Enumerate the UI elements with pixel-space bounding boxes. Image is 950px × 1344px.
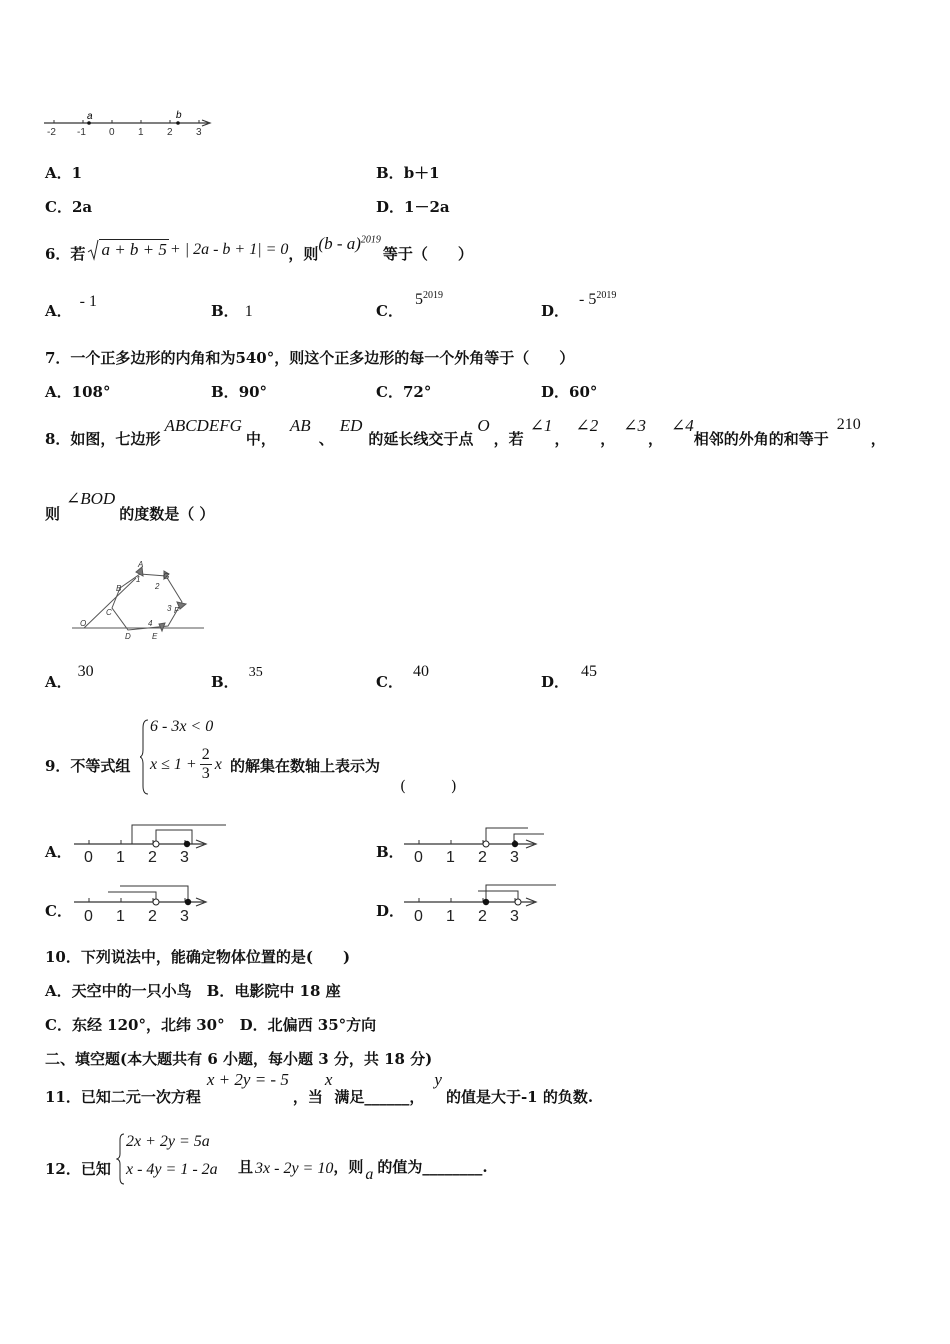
tick-label: 3 (196, 127, 202, 138)
q10-options-row1[interactable]: A．天空中的一只小鸟 B．电影院中 18 座 (45, 982, 341, 1000)
q5-option-a[interactable]: A．1 (45, 164, 83, 182)
tick-label: 0 (84, 849, 93, 866)
figure-label-4: 4 (148, 619, 153, 628)
q9-option-d-letter[interactable]: D． (376, 902, 405, 920)
figure-label-1: 1 (136, 575, 141, 584)
q7-option-a[interactable]: A．108° (45, 383, 111, 401)
q9-option-b-numberline[interactable] (402, 820, 550, 868)
tick-label: 1 (446, 908, 455, 925)
figure-label-b: B (116, 584, 122, 593)
tick-label: 1 (116, 849, 125, 866)
point-b (176, 121, 180, 125)
figure-label-e: E (152, 632, 158, 641)
tick-label: 0 (414, 908, 423, 925)
q5-option-b[interactable]: B．b＋1 (376, 164, 440, 182)
tick-label: 3 (510, 908, 519, 925)
tick-label: 2 (478, 908, 487, 925)
q7-option-b[interactable]: B．90° (211, 383, 268, 401)
q12-equation-2: x - 4y = 1 - 2a (126, 1161, 218, 1178)
q5-option-d[interactable]: D．1－2a (376, 198, 450, 216)
tick-label: 2 (148, 908, 157, 925)
figure-label-2: 2 (155, 582, 160, 591)
q8-option-a[interactable]: A．30 (45, 663, 94, 691)
tick-label: -2 (47, 127, 56, 138)
tick-label: 2 (167, 127, 173, 138)
figure-label-f: F (174, 606, 179, 615)
q7-option-c[interactable]: C．72° (376, 383, 432, 401)
figure-label-3: 3 (167, 604, 172, 613)
q6-option-a[interactable]: A．- 1 (45, 293, 97, 320)
point-a-label: a (87, 111, 93, 122)
q9-option-c-numberline[interactable] (72, 880, 220, 928)
q5-option-c[interactable]: C．2a (45, 198, 93, 216)
q11-stem: 11．已知二元一次方程 x + 2y = - 5 ，当 x 满足______， y 的值是大于-1 的负数. (45, 1070, 594, 1106)
q5-number-line (42, 106, 214, 140)
q9-option-a-letter[interactable]: A． (45, 843, 72, 861)
tick-label: 1 (446, 849, 455, 866)
q7-stem: 7．一个正多边形的内角和为540°，则这个正多边形的每一个外角等于（ ） (45, 349, 575, 367)
q10-stem: 10．下列说法中，能确定物体位置的是( ) (45, 948, 351, 966)
figure-label-c: C (106, 608, 112, 617)
q10-options-row2[interactable]: C．东经 120°，北纬 30° D．北偏西 35°方向 (45, 1016, 377, 1034)
q9-option-a-numberline[interactable] (72, 820, 230, 868)
q9-option-c-letter[interactable]: C． (45, 902, 72, 920)
figure-label-g: G (163, 572, 170, 581)
tick-label: 1 (138, 127, 144, 138)
figure-label-a: A (138, 560, 144, 569)
tick-label: 3 (180, 849, 189, 866)
tick-label: 2 (478, 849, 487, 866)
q9-answer-paren: ( ) (400, 777, 457, 795)
tick-label: 3 (180, 908, 189, 925)
tick-label: 0 (84, 908, 93, 925)
q6-option-d[interactable]: D．- $5^{2019}$ (541, 290, 617, 320)
q9-inequality-1: 6 - 3x < 0 (150, 718, 214, 735)
q12-label: 12．已知 (45, 1160, 111, 1178)
figure-label-o: O (80, 619, 87, 628)
q9-option-d-numberline[interactable] (402, 880, 560, 928)
q8-stem-line1: 8．如图，七边形 ABCDEFG 中， AB 、 ED 的延长线交于点 O ，若 ∠1 ， ∠2 ， ∠3 ， ∠4 相邻的外角的和等于 210 ， (45, 416, 886, 448)
q8-option-c[interactable]: C．40 (376, 663, 429, 691)
tick-label: 0 (414, 849, 423, 866)
q6-option-c[interactable]: C．$5^{2019}$ (376, 290, 443, 320)
tick-label: 3 (510, 849, 519, 866)
figure-label-d: D (125, 632, 131, 641)
section-title: 二、填空题(本大题共有 6 小题，每小题 3 分，共 18 分) (45, 1050, 433, 1068)
q9-system-brace (140, 718, 150, 796)
q9-stem-tail: 的解集在数轴上表示为 (230, 757, 381, 775)
radical-sign-icon (87, 239, 99, 261)
tick-label: 2 (148, 849, 157, 866)
q8-option-b[interactable]: B．35 (211, 665, 263, 691)
q9-option-b-letter[interactable]: B． (376, 843, 404, 861)
point-b-label: b (176, 110, 182, 121)
q12-stem-tail: 且 3x - 2y = 10 ，则 a 的值为________. (238, 1158, 488, 1183)
tick-label: 1 (116, 908, 125, 925)
q9-inequality-2: x ≤ 1 + $\frac{2}{3}$ x (150, 746, 222, 782)
q8-heptagon-figure (70, 558, 210, 646)
q8-option-d[interactable]: D．45 (541, 663, 598, 691)
q8-stem-line2: 则 ∠BOD 的度数是（ ） (45, 489, 215, 523)
q9-label: 9．不等式组 (45, 757, 131, 775)
q12-equation-1: 2x + 2y = 5a (126, 1133, 210, 1150)
tick-label: -1 (77, 127, 86, 138)
q12-system-brace (116, 1132, 126, 1186)
q6-stem: 6．若 a + b + 5 + | 2a - b + 1| = 0 ，则 (b - a)$^{2019}$ 等于（ ） (45, 234, 473, 263)
tick-label: 0 (109, 127, 115, 138)
q7-option-d[interactable]: D．60° (541, 383, 598, 401)
q6-option-b[interactable]: B． 1 (211, 302, 253, 320)
